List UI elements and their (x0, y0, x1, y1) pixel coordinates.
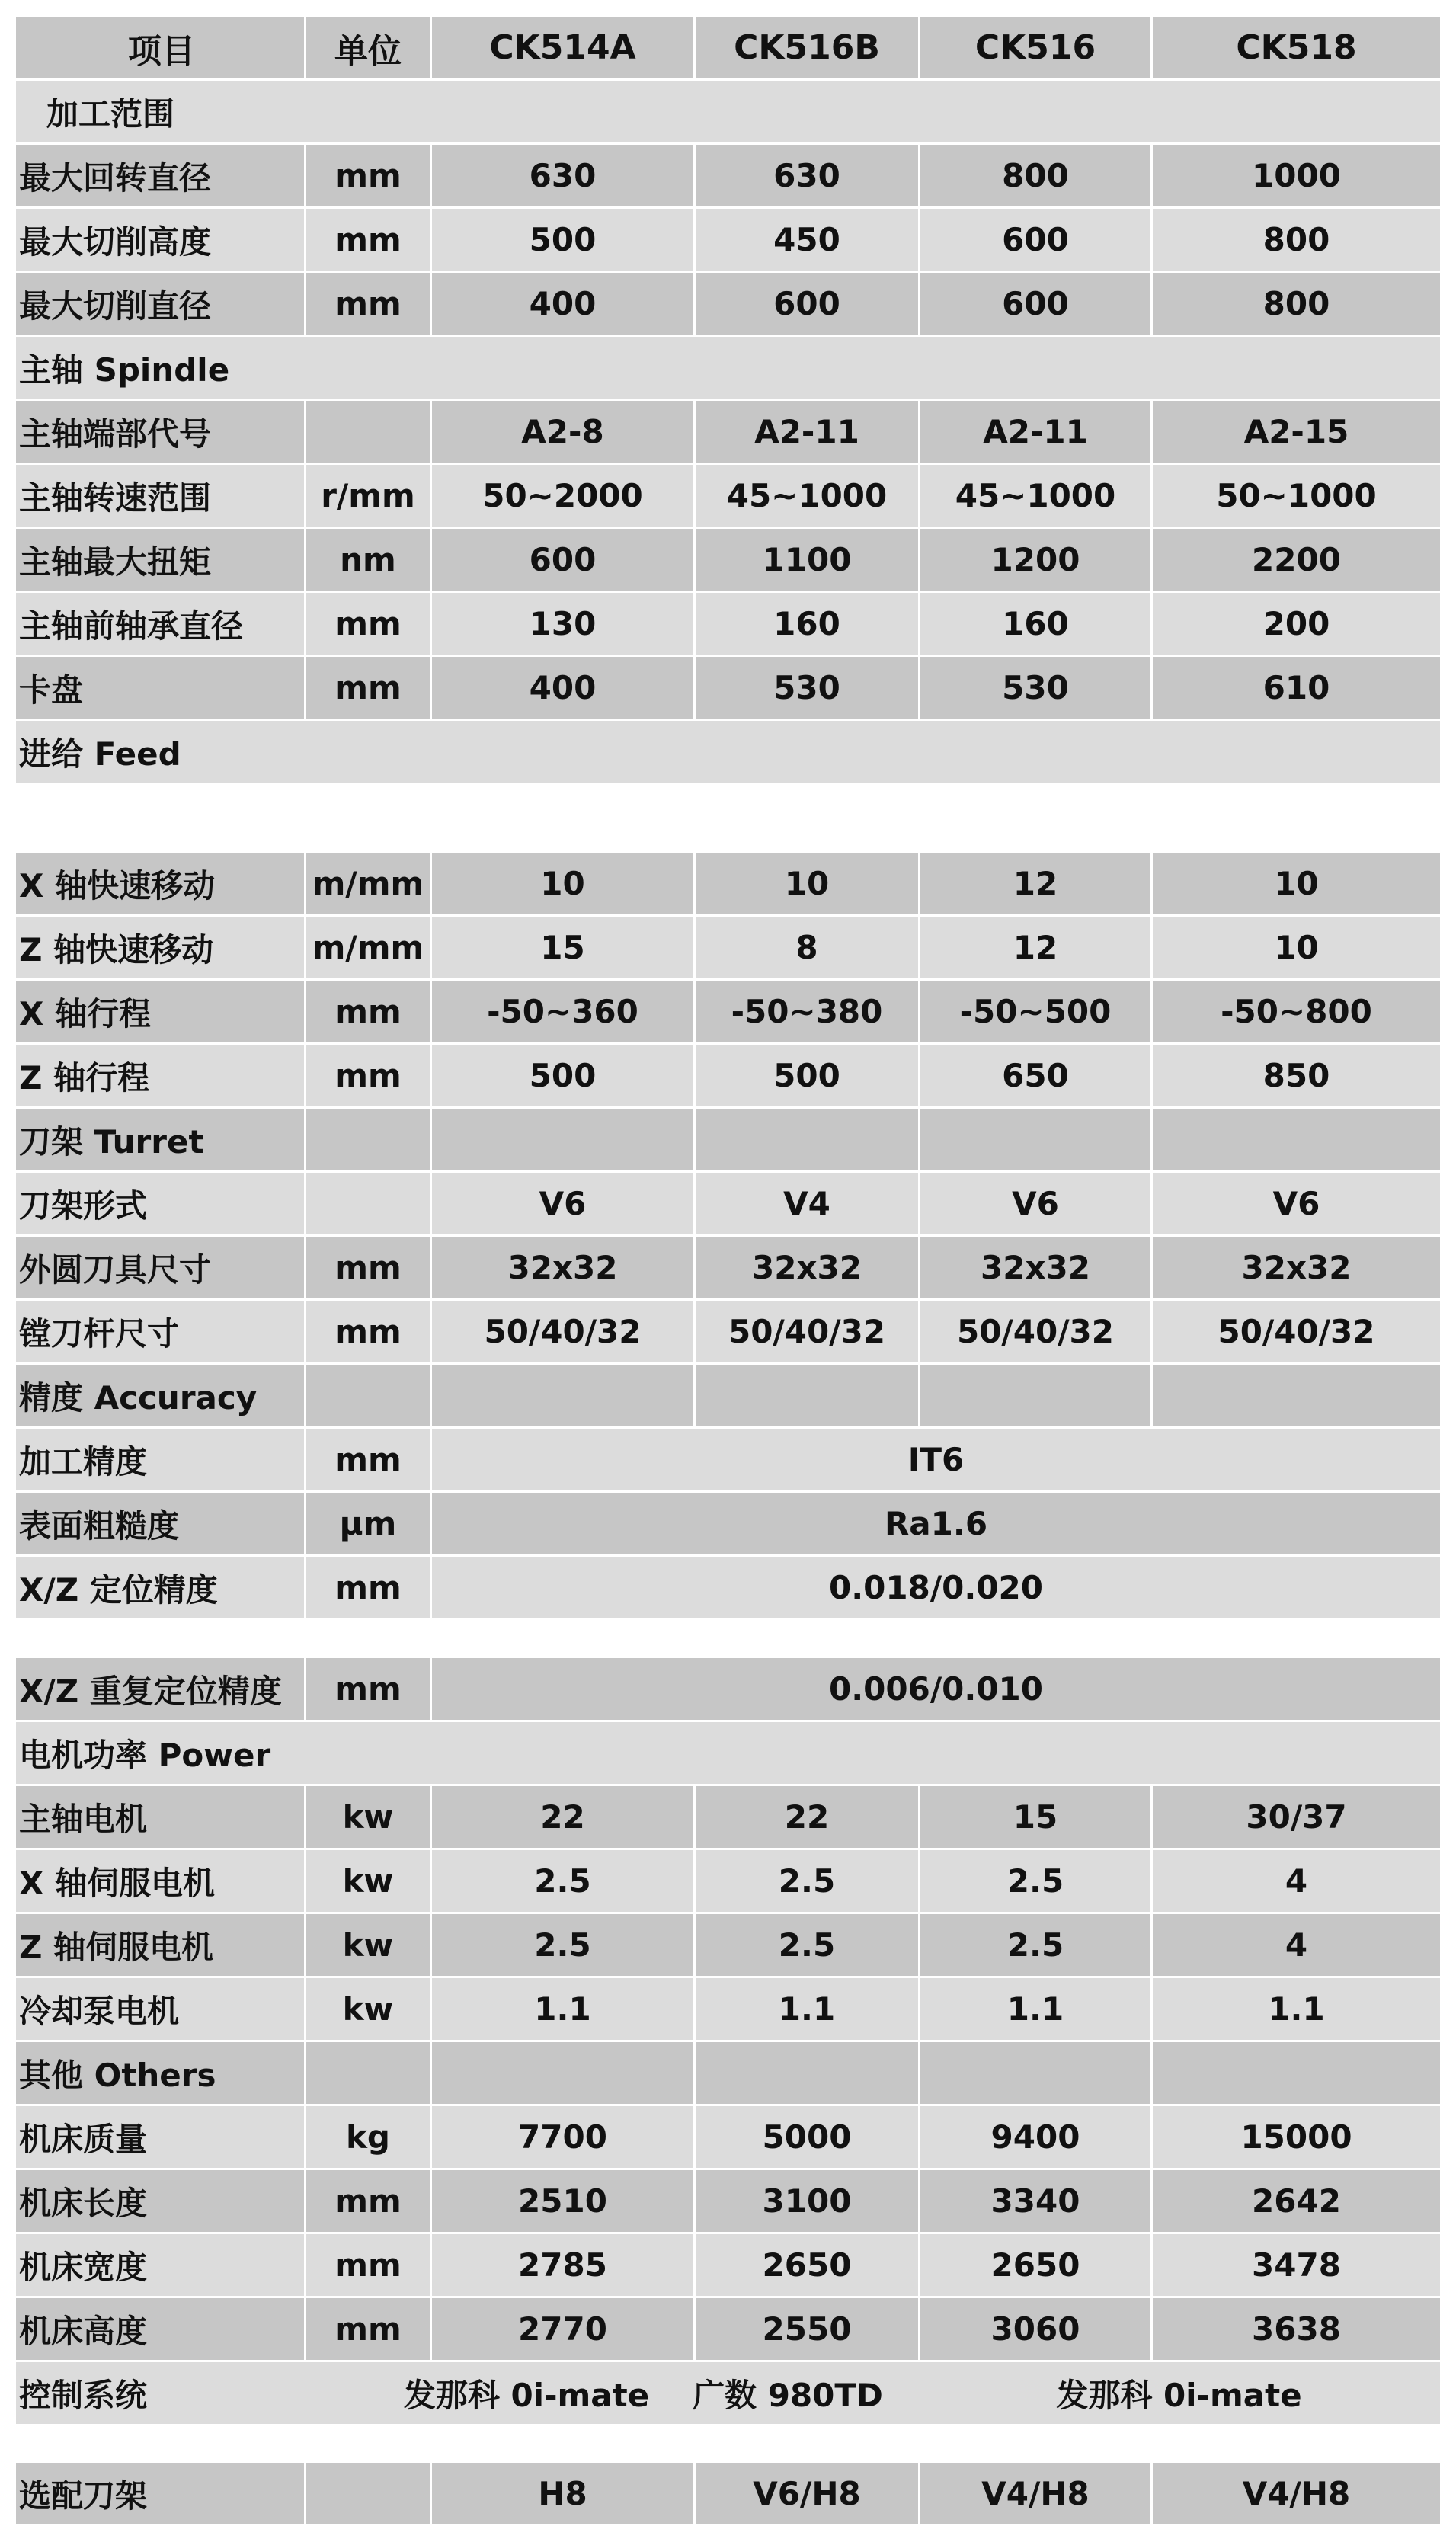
row-value: 530 (693, 657, 918, 719)
row-value: 12 (918, 917, 1150, 978)
row-unit: mm (304, 145, 430, 206)
section-title: 电机功率 Power (19, 1736, 271, 1774)
row-label: X/Z 定位精度 (19, 1570, 218, 1609)
row-value: 22 (693, 1786, 918, 1848)
table-row (16, 1850, 1440, 1912)
row-value-merged: 发那科 0i-mate (1056, 2376, 1302, 2414)
row-value: 5000 (693, 2106, 918, 2168)
row-value: 50/40/32 (1150, 1301, 1440, 1362)
row-unit: mm (304, 1429, 430, 1490)
row-label: 机床长度 (19, 2184, 148, 2222)
row-value: 200 (1150, 593, 1440, 655)
row-value: 1100 (693, 529, 918, 591)
row-value: 广数 980TD (693, 2376, 883, 2414)
row-value: V6/H8 (693, 2463, 918, 2524)
row-value: 2770 (430, 2298, 693, 2360)
table-row (16, 273, 1440, 335)
section-title: 进给 Feed (19, 735, 181, 773)
table-row (16, 209, 1440, 271)
row-value: V4/H8 (918, 2463, 1150, 2524)
header-model-2: CK516B (693, 17, 918, 78)
row-value-merged: 0.006/0.010 (430, 1658, 1440, 1720)
empty-cell (693, 2042, 918, 2104)
empty-cell (304, 2362, 395, 2424)
row-label: 加工精度 (19, 1442, 148, 1481)
row-label: 冷却泵电机 (19, 1992, 180, 2030)
row-value: 400 (430, 273, 693, 335)
row-value: 2.5 (430, 1914, 693, 1976)
row-value: 45~1000 (693, 465, 918, 527)
row-label: 主轴前轴承直径 (19, 607, 244, 645)
row-unit: mm (304, 209, 430, 271)
table-row (16, 2106, 1440, 2168)
row-unit: mm (304, 981, 430, 1042)
row-label: 主轴电机 (19, 1800, 148, 1838)
row-value: 1200 (918, 529, 1150, 591)
row-value: V4/H8 (1150, 2463, 1440, 2524)
row-value: 2.5 (918, 1850, 1150, 1912)
row-unit: mm (304, 2234, 430, 2296)
empty-cell (918, 1365, 1150, 1426)
row-unit: mm (304, 1237, 430, 1298)
row-value: 160 (693, 593, 918, 655)
row-value: 1.1 (693, 1978, 918, 2040)
row-value: 10 (430, 853, 693, 914)
row-value: 15 (918, 1786, 1150, 1848)
section-row-others (16, 2042, 1440, 2104)
row-value: 50/40/32 (918, 1301, 1150, 1362)
row-value: 45~1000 (918, 465, 1150, 527)
row-value: 50~1000 (1150, 465, 1440, 527)
row-label: 控制系统 (19, 2376, 148, 2414)
row-value: 2200 (1150, 529, 1440, 591)
empty-cell (1150, 1109, 1440, 1170)
row-label: 表面粗糙度 (19, 1506, 180, 1545)
row-label: X 轴行程 (19, 994, 152, 1032)
row-value: V4 (693, 1173, 918, 1234)
row-unit (304, 401, 430, 463)
table-row (16, 401, 1440, 463)
section-row-range (16, 81, 1440, 142)
row-unit: mm (304, 593, 430, 655)
table-row (16, 1557, 1440, 1618)
row-value: 10 (1150, 917, 1440, 978)
row-value: A2-15 (1150, 401, 1440, 463)
row-value: 2650 (918, 2234, 1150, 2296)
row-value: 8 (693, 917, 918, 978)
row-value: 400 (430, 657, 693, 719)
row-value: 800 (1150, 209, 1440, 271)
section-title: 刀架 Turret (19, 1122, 204, 1161)
row-value: 500 (430, 209, 693, 271)
row-unit: mm (304, 657, 430, 719)
empty-cell (693, 1365, 918, 1426)
row-value: 10 (1150, 853, 1440, 914)
empty-cell (430, 2042, 693, 2104)
row-value: 32x32 (1150, 1237, 1440, 1298)
table-row (16, 1493, 1440, 1554)
row-value: A2-11 (693, 401, 918, 463)
section-title: 精度 Accuracy (19, 1378, 258, 1417)
section-row-power (16, 1722, 1440, 1784)
row-label: Z 轴快速移动 (19, 930, 214, 968)
row-value: 3060 (918, 2298, 1150, 2360)
row-value: 12 (918, 853, 1150, 914)
row-label: 主轴最大扭矩 (19, 543, 212, 581)
table-row (16, 2298, 1440, 2360)
header-model-1: CK514A (430, 17, 693, 78)
row-value: 3478 (1150, 2234, 1440, 2296)
row-value: 3340 (918, 2170, 1150, 2232)
row-value: 500 (430, 1045, 693, 1106)
table-row (16, 1237, 1440, 1298)
row-unit: μm (304, 1493, 430, 1554)
table-row (16, 1786, 1440, 1848)
row-label: 最大切削直径 (19, 287, 212, 325)
row-value: 1000 (1150, 145, 1440, 206)
row-unit: mm (304, 1658, 430, 1720)
table-row (16, 465, 1440, 527)
row-unit: kw (304, 1978, 430, 2040)
row-value: -50~360 (430, 981, 693, 1042)
row-label: 主轴转速范围 (19, 479, 212, 517)
table-row (16, 145, 1440, 206)
row-value: 10 (693, 853, 918, 914)
header-model-3: CK516 (918, 17, 1150, 78)
empty-cell (304, 2042, 430, 2104)
header-item: 项目 (128, 31, 195, 71)
row-value: 800 (1150, 273, 1440, 335)
empty-cell (304, 1109, 430, 1170)
row-value: 630 (693, 145, 918, 206)
row-value: 850 (1150, 1045, 1440, 1106)
row-label: 选配刀架 (19, 2476, 148, 2515)
section-row-feed (16, 721, 1440, 783)
row-label: X 轴伺服电机 (19, 1864, 216, 1902)
table-row (16, 657, 1440, 719)
row-label: 刀架形式 (19, 1186, 148, 1225)
row-value: 160 (918, 593, 1150, 655)
row-value: 1.1 (1150, 1978, 1440, 2040)
table-row (16, 1045, 1440, 1106)
row-value: 15 (430, 917, 693, 978)
row-value: 2.5 (430, 1850, 693, 1912)
table-row (16, 2362, 1440, 2424)
row-value: 3100 (693, 2170, 918, 2232)
row-label: 最大切削高度 (19, 223, 212, 261)
row-label: 卡盘 (19, 671, 84, 709)
row-label: Z 轴行程 (19, 1058, 150, 1097)
row-label: Z 轴伺服电机 (19, 1928, 214, 1966)
row-value: 130 (430, 593, 693, 655)
row-label: X 轴快速移动 (19, 866, 216, 904)
row-label: 机床高度 (19, 2312, 148, 2350)
table-row (16, 593, 1440, 655)
row-value: 50~2000 (430, 465, 693, 527)
row-unit: mm (304, 1045, 430, 1106)
row-value: 600 (693, 273, 918, 335)
section-row-spindle (16, 337, 1440, 399)
row-value: H8 (430, 2463, 693, 2524)
row-value: -50~380 (693, 981, 918, 1042)
row-unit: mm (304, 2170, 430, 2232)
row-value: V6 (1150, 1173, 1440, 1234)
row-value: 32x32 (430, 1237, 693, 1298)
row-label: 外圆刀具尺寸 (19, 1250, 212, 1289)
row-unit (304, 1173, 430, 1234)
table-row (16, 2170, 1440, 2232)
section-title: 其他 Others (19, 2056, 216, 2094)
row-value: 630 (430, 145, 693, 206)
row-value: A2-11 (918, 401, 1150, 463)
row-unit: mm (304, 2298, 430, 2360)
row-value: 600 (918, 209, 1150, 271)
table-row (16, 917, 1440, 978)
row-label: 机床质量 (19, 2120, 148, 2158)
table-row (16, 853, 1440, 914)
table-row (16, 2463, 1440, 2524)
row-unit: m/mm (304, 853, 430, 914)
row-label: X/Z 重复定位精度 (19, 1672, 282, 1710)
row-value: 600 (918, 273, 1150, 335)
header-unit: 单位 (304, 17, 430, 78)
section-title: 主轴 Spindle (19, 351, 230, 389)
row-value: 9400 (918, 2106, 1150, 2168)
row-label: 机床宽度 (19, 2248, 148, 2286)
row-value: 600 (430, 529, 693, 591)
row-value: 450 (693, 209, 918, 271)
row-value: 2642 (1150, 2170, 1440, 2232)
table-header-row (16, 17, 1440, 78)
row-label: 最大回转直径 (19, 158, 212, 197)
table-row (16, 1173, 1440, 1234)
row-unit: nm (304, 529, 430, 591)
row-value: 2785 (430, 2234, 693, 2296)
row-unit: r/mm (304, 465, 430, 527)
row-value-merged: 0.018/0.020 (430, 1557, 1440, 1618)
row-unit: mm (304, 1301, 430, 1362)
table-row (16, 1914, 1440, 1976)
row-unit (304, 2463, 430, 2524)
section-title: 加工范围 (46, 94, 175, 133)
row-value: 50/40/32 (693, 1301, 918, 1362)
row-unit: mm (304, 273, 430, 335)
row-value: 2.5 (693, 1850, 918, 1912)
header-model-4: CK518 (1150, 17, 1440, 78)
empty-cell (304, 1365, 430, 1426)
row-value: 32x32 (693, 1237, 918, 1298)
row-value: 22 (430, 1786, 693, 1848)
row-value: -50~500 (918, 981, 1150, 1042)
row-value: 2550 (693, 2298, 918, 2360)
empty-cell (918, 1109, 1150, 1170)
row-value-merged: IT6 (430, 1429, 1440, 1490)
row-value: V6 (918, 1173, 1150, 1234)
row-value: 4 (1150, 1850, 1440, 1912)
row-unit: mm (304, 1557, 430, 1618)
section-row-turret (16, 1109, 1440, 1170)
row-value: 650 (918, 1045, 1150, 1106)
row-value: 2650 (693, 2234, 918, 2296)
row-value: 1.1 (918, 1978, 1150, 2040)
row-label: 镗刀杆尺寸 (19, 1314, 180, 1353)
row-value: A2-8 (430, 401, 693, 463)
empty-cell (693, 1109, 918, 1170)
row-unit: kw (304, 1850, 430, 1912)
row-value: 15000 (1150, 2106, 1440, 2168)
row-value: 2510 (430, 2170, 693, 2232)
empty-cell (430, 1109, 693, 1170)
table-row (16, 1301, 1440, 1362)
empty-cell (1150, 1365, 1440, 1426)
row-value: 30/37 (1150, 1786, 1440, 1848)
row-value: 50/40/32 (430, 1301, 693, 1362)
row-unit: kw (304, 1786, 430, 1848)
table-row (16, 981, 1440, 1042)
row-value: 500 (693, 1045, 918, 1106)
row-value: 7700 (430, 2106, 693, 2168)
row-label: 主轴端部代号 (19, 415, 212, 453)
row-value: 800 (918, 145, 1150, 206)
row-value: 3638 (1150, 2298, 1440, 2360)
row-value: 32x32 (918, 1237, 1150, 1298)
row-value: 2.5 (918, 1914, 1150, 1976)
row-value: 2.5 (693, 1914, 918, 1976)
row-unit: kw (304, 1914, 430, 1976)
row-value: -50~800 (1150, 981, 1440, 1042)
row-value: 1.1 (430, 1978, 693, 2040)
table-row (16, 1429, 1440, 1490)
table-row (16, 529, 1440, 591)
empty-cell (918, 2042, 1150, 2104)
row-value: 发那科 0i-mate (403, 2376, 650, 2414)
row-value: 610 (1150, 657, 1440, 719)
row-value-merged: Ra1.6 (430, 1493, 1440, 1554)
table-row (16, 2234, 1440, 2296)
table-row (16, 1978, 1440, 2040)
row-value: 4 (1150, 1914, 1440, 1976)
empty-cell (1150, 2042, 1440, 2104)
row-value: V6 (430, 1173, 693, 1234)
section-row-accuracy (16, 1365, 1440, 1426)
row-unit: m/mm (304, 917, 430, 978)
row-value: 530 (918, 657, 1150, 719)
empty-cell (430, 1365, 693, 1426)
row-unit: kg (304, 2106, 430, 2168)
table-row (16, 1658, 1440, 1720)
